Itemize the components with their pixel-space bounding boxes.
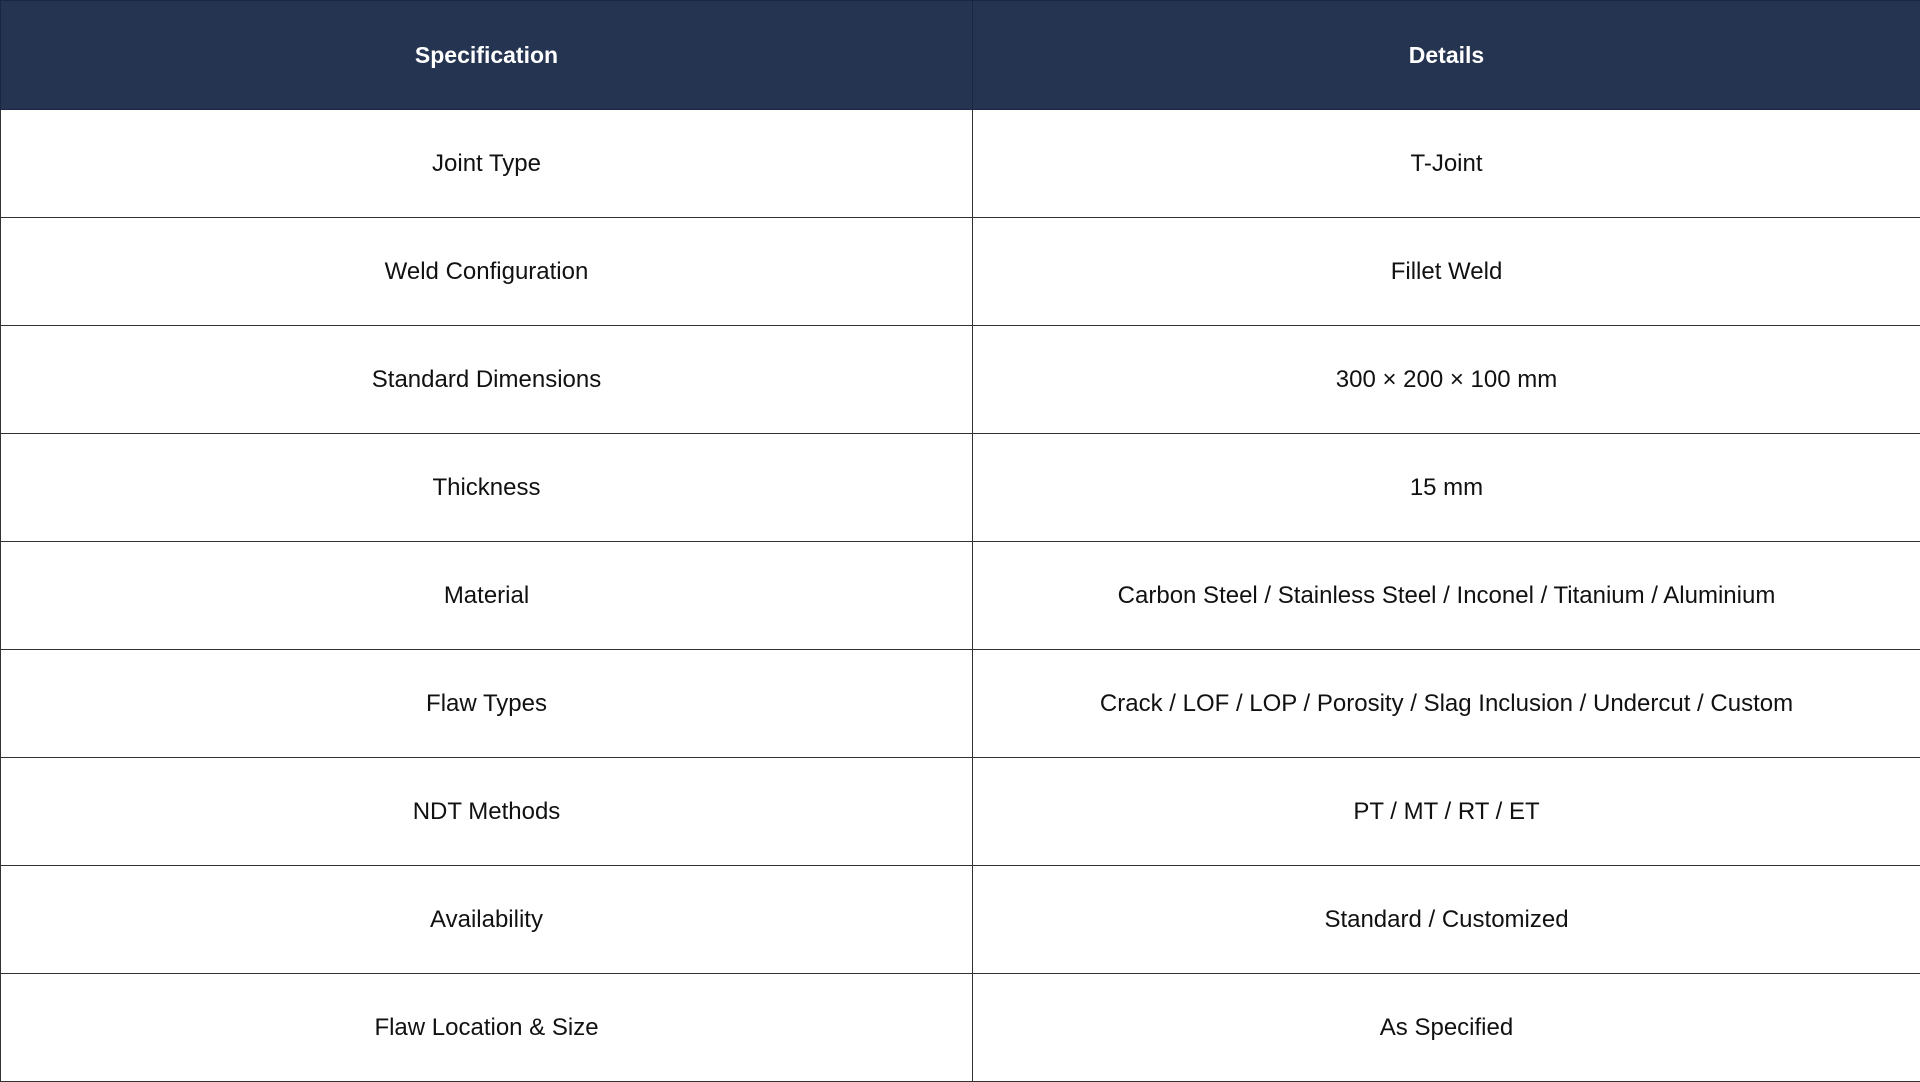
table-row (1, 542, 1920, 650)
spec-cell: Joint Type (1, 110, 973, 218)
table-row (1, 326, 1920, 434)
table-row (1, 110, 1920, 218)
details-cell: Standard / Customized (973, 866, 1920, 974)
spec-cell: NDT Methods (1, 758, 973, 866)
column-header-details: Details (973, 1, 1920, 110)
table-header-row (1, 1, 1920, 110)
table-header (1, 1, 1920, 110)
table-row (1, 650, 1920, 758)
table-row (1, 866, 1920, 974)
details-cell: Carbon Steel / Stainless Steel / Inconel / Titanium / Aluminium (973, 542, 1920, 650)
details-cell: Fillet Weld (973, 218, 1920, 326)
details-cell: As Specified (973, 974, 1920, 1082)
spec-cell: Weld Configuration (1, 218, 973, 326)
spec-cell: Thickness (1, 434, 973, 542)
column-header-specification: Specification (1, 1, 973, 110)
table-row (1, 434, 1920, 542)
spec-cell: Flaw Types (1, 650, 973, 758)
spec-cell: Availability (1, 866, 973, 974)
spec-cell: Standard Dimensions (1, 326, 973, 434)
spec-cell: Flaw Location & Size (1, 974, 973, 1082)
details-cell: 15 mm (973, 434, 1920, 542)
table-row (1, 974, 1920, 1082)
details-cell: 300 × 200 × 100 mm (973, 326, 1920, 434)
details-cell: T-Joint (973, 110, 1920, 218)
details-cell: Crack / LOF / LOP / Porosity / Slag Inclusion / Undercut / Custom (973, 650, 1920, 758)
details-cell: PT / MT / RT / ET (973, 758, 1920, 866)
table-row (1, 758, 1920, 866)
spec-cell: Material (1, 542, 973, 650)
table-body (1, 110, 1920, 1082)
table-row (1, 218, 1920, 326)
